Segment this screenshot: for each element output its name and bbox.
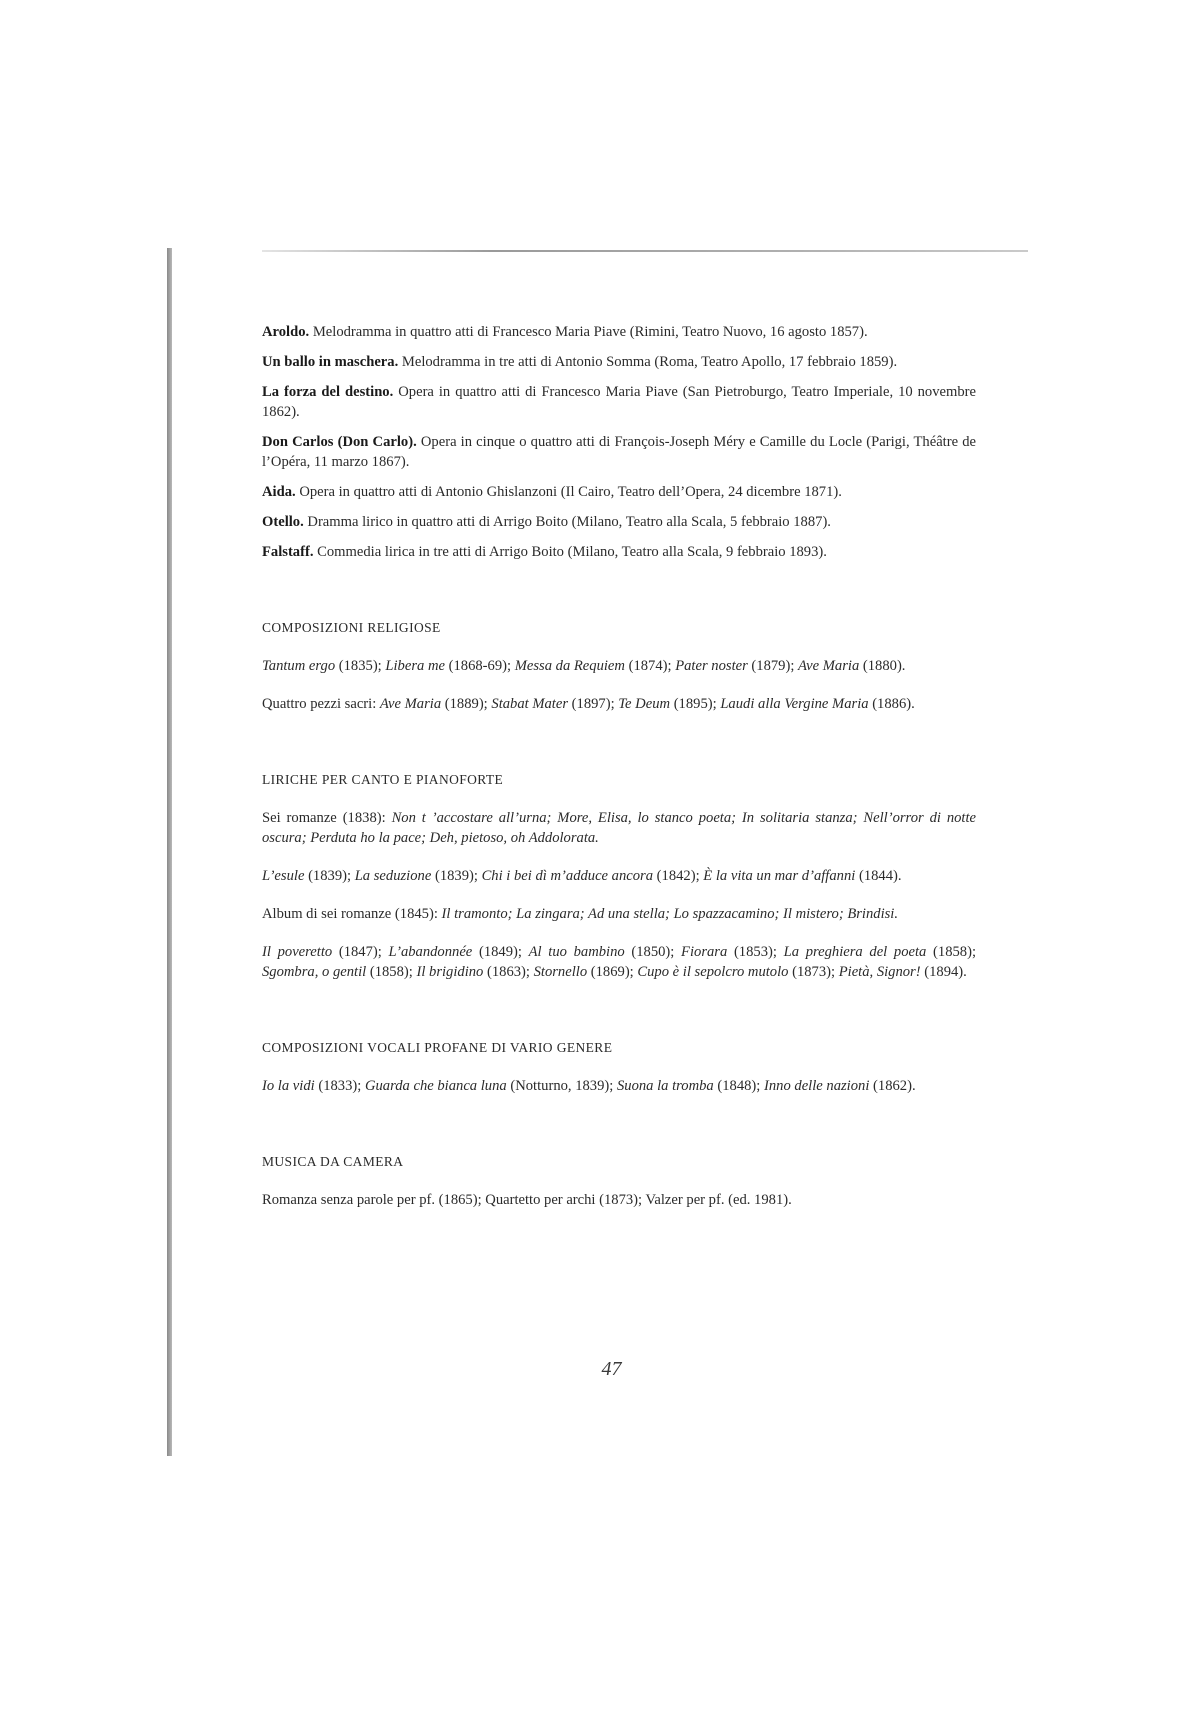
- work-title-italic: La preghiera del poeta: [783, 944, 927, 960]
- opera-entry: [262, 432, 976, 472]
- work-title-italic: Libera me: [385, 658, 445, 674]
- text-run: (1869);: [587, 964, 638, 980]
- work-title-italic: Il tramonto; La zingara; Ad una stella; Lo spazzacamino; Il mistero; Brindisi.: [441, 906, 899, 922]
- vocali-paragraph-1: [262, 1076, 976, 1096]
- work-title-italic: Te Deum: [618, 696, 671, 712]
- work-title-italic: Tantum ergo: [262, 658, 336, 674]
- text-run: (1853);: [727, 944, 784, 960]
- page-number: 47: [601, 1358, 622, 1380]
- work-title-italic: Suona la tromba: [616, 1078, 714, 1094]
- section-heading-vocali: COMPOSIZIONI VOCALI PROFANE DI VARIO GENERE: [262, 1040, 613, 1055]
- work-title-italic: Io la vidi: [262, 1078, 315, 1094]
- text-run: (1858);: [366, 964, 417, 980]
- opera-title: Don Carlos (Don Carlo).: [262, 434, 417, 450]
- work-title-italic: Il brigidino: [416, 964, 484, 980]
- work-title-italic: Sgombra, o gentil: [262, 964, 367, 980]
- section-heading-camera: MUSICA DA CAMERA: [262, 1154, 404, 1169]
- top-rule: [262, 250, 1028, 252]
- work-title-italic: Pater noster: [675, 658, 748, 674]
- text-run: (1886).: [868, 696, 915, 712]
- text-run: (1849);: [472, 944, 529, 960]
- work-title-italic: Il poveretto: [262, 944, 333, 960]
- work-title-italic: Fiorara: [681, 944, 728, 960]
- text-run: (1880).: [859, 658, 906, 674]
- opera-title: Otello.: [262, 514, 304, 530]
- text-run: (1863);: [483, 964, 534, 980]
- text-run: (1833);: [314, 1078, 365, 1094]
- opera-title: Aida.: [262, 484, 296, 500]
- work-title-italic: La seduzione: [354, 868, 432, 884]
- text-run: (1862).: [869, 1078, 916, 1094]
- opera-list: [262, 322, 976, 562]
- opera-title: Aroldo.: [262, 324, 310, 340]
- opera-description: Melodramma in tre atti di Antonio Somma (Roma, Teatro Apollo, 17 febbraio 1859).: [401, 354, 898, 370]
- text-run: (1868-69);: [444, 658, 515, 674]
- opera-description: Opera in quattro atti di Francesco Maria Piave (San Pietroburgo, Teatro Imperiale, 10 novembre 1862).: [262, 384, 976, 420]
- work-title-italic: Cupo è il sepolcro mutolo: [637, 964, 789, 980]
- work-title-italic: È la vita un mar d’affanni: [703, 868, 856, 884]
- work-title-italic: Inno delle nazioni: [764, 1078, 870, 1094]
- text-run: (1842);: [653, 868, 704, 884]
- text-run: (1895);: [670, 696, 721, 712]
- text-run: (Notturno, 1839);: [506, 1078, 617, 1094]
- text-run: Album di sei romanze (1845):: [262, 906, 442, 922]
- liriche-paragraph-3: [262, 904, 976, 924]
- work-title-italic: L’esule: [262, 868, 305, 884]
- camera-paragraph-1: [262, 1190, 976, 1210]
- opera-entry: [262, 482, 976, 502]
- opera-entry: [262, 512, 976, 532]
- text-run: (1874);: [624, 658, 676, 674]
- work-title-italic: Al tuo bambino: [528, 944, 625, 960]
- work-title-italic: Ave Maria: [379, 696, 442, 712]
- opera-entry: [262, 542, 976, 562]
- work-title-italic: Guarda che bianca luna: [364, 1078, 507, 1094]
- opera-description: Opera in cinque o quattro atti di François-Joseph Méry e Camille du Locle (Parigi, Théâtre de l’Opéra, 11 marzo 1867).: [262, 434, 976, 470]
- section-heading-liriche: LIRICHE PER CANTO E PIANOFORTE: [262, 772, 504, 787]
- opera-entry: [262, 382, 976, 422]
- opera-title: Un ballo in maschera.: [262, 354, 399, 370]
- work-title-italic: Laudi alla Vergine Maria: [720, 696, 869, 712]
- opera-title: Falstaff.: [262, 544, 314, 560]
- work-title-italic: Messa da Requiem: [514, 658, 625, 674]
- text-run: (1897);: [568, 696, 619, 712]
- text-run: (1847);: [332, 944, 389, 960]
- work-title-italic: L’abandonnée: [388, 944, 473, 960]
- opera-description: Melodramma in quattro atti di Francesco Maria Piave (Rimini, Teatro Nuovo, 16 agosto 1857).: [312, 324, 868, 340]
- work-title-italic: Pietà, Signor!: [838, 964, 921, 980]
- opera-description: Opera in quattro atti di Antonio Ghislanzoni (Il Cairo, Teatro dell’Opera, 24 dicembre 1871).: [299, 484, 842, 500]
- liriche-paragraph-4: [262, 942, 976, 982]
- text-run: (1839);: [431, 868, 482, 884]
- opera-title: La forza del destino.: [262, 384, 394, 400]
- opera-entry: [262, 322, 976, 342]
- liriche-paragraph-1: [262, 808, 976, 848]
- liriche-paragraph-2: [262, 866, 976, 886]
- text-run: (1848);: [713, 1078, 764, 1094]
- work-title-italic: Stabat Mater: [491, 696, 569, 712]
- opera-description: Commedia lirica in tre atti di Arrigo Boito (Milano, Teatro alla Scala, 9 febbraio 1893).: [317, 544, 827, 560]
- work-title-italic: Stornello: [533, 964, 588, 980]
- text-run: (1873);: [788, 964, 839, 980]
- opera-entry: [262, 352, 976, 372]
- text-run: (1894).: [920, 964, 967, 980]
- opera-description: Dramma lirico in quattro atti di Arrigo Boito (Milano, Teatro alla Scala, 5 febbraio 1887).: [307, 514, 831, 530]
- text-run: (1850);: [624, 944, 682, 960]
- text-run: Quattro pezzi sacri:: [262, 696, 380, 712]
- text-run: (1889);: [441, 696, 492, 712]
- religiose-paragraph-2: [262, 694, 976, 714]
- work-title-italic: Chi i bei dì m’adduce ancora: [481, 868, 654, 884]
- page-content: [262, 322, 976, 1228]
- text-run: (1858);: [926, 944, 977, 960]
- religiose-paragraph-1: [262, 656, 976, 676]
- text-run: (1839);: [304, 868, 355, 884]
- binding-edge: [167, 248, 172, 1456]
- text-run: Romanza senza parole per pf. (1865); Quartetto per archi (1873); Valzer per pf. (ed. 1981).: [262, 1192, 792, 1208]
- text-run: (1835);: [335, 658, 386, 674]
- text-run: (1879);: [747, 658, 799, 674]
- text-run: Sei romanze (1838):: [262, 810, 392, 826]
- work-title-italic: Non t ’accostare all’urna; More, Elisa, lo stanco poeta; In solitaria stanza; Nell’orror di notte oscura; Perduta ho la pace; Deh, pietoso, oh Addolorata.: [262, 810, 977, 846]
- section-heading-religiose: COMPOSIZIONI RELIGIOSE: [262, 620, 441, 635]
- work-title-italic: Ave Maria: [798, 658, 860, 674]
- text-run: (1844).: [855, 868, 902, 884]
